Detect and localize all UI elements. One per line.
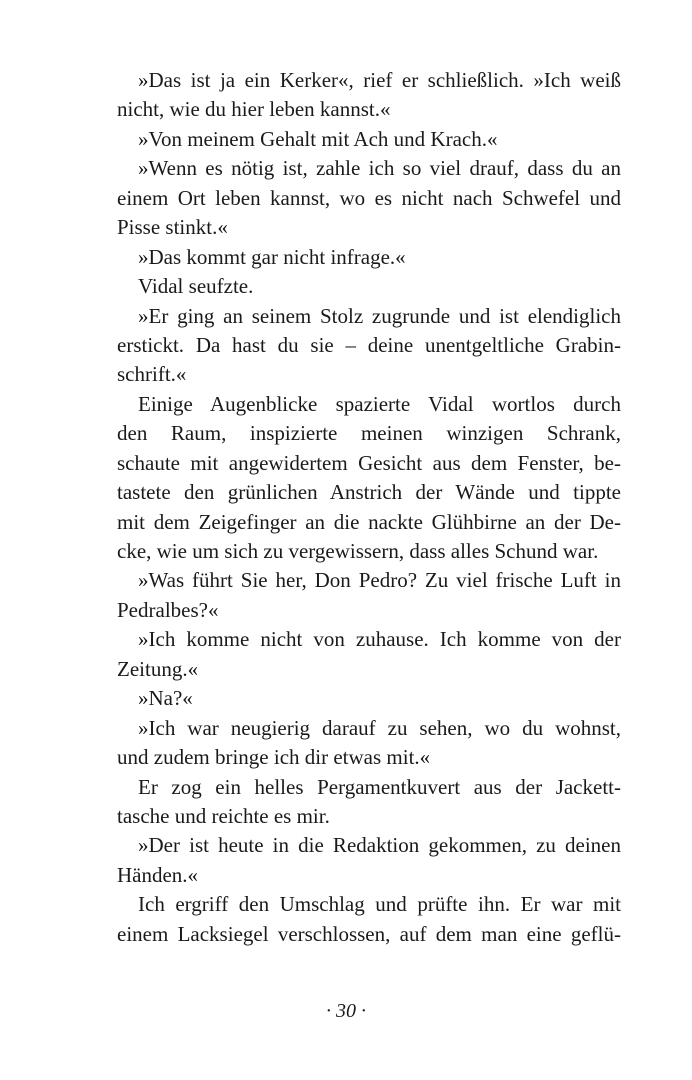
text-line: Pisse stinkt.«: [117, 215, 228, 240]
paragraph: [117, 566, 621, 625]
paragraph: [117, 390, 621, 567]
paragraph: [117, 272, 621, 301]
text-line: »Ich komme nicht von zuhause. Ich komme von der: [138, 627, 621, 652]
text-line: Ich ergriff den Umschlag und prüfte ihn. Er war mit: [138, 892, 621, 917]
text-line: und zudem bringe ich dir etwas mit.«: [117, 745, 431, 770]
text-line: »Das ist ja ein Kerker«, rief er schließlich. »Ich weiß: [138, 68, 621, 92]
text-line: Er zog ein helles Pergamentkuvert aus der Jackett-: [138, 774, 621, 799]
paragraph: [117, 125, 621, 154]
text-line: nicht, wie du hier leben kannst.«: [117, 97, 391, 122]
text-line: »Was führt Sie her, Don Pedro? Zu viel frische Luft in: [138, 568, 621, 593]
paragraph: [117, 831, 621, 890]
text-line: »Von meinem Gehalt mit Ach und Krach.«: [138, 126, 498, 151]
text-line: »Wenn es nötig ist, zahle ich so viel drauf, dass du an: [138, 156, 621, 181]
text-line: erstickt. Da hast du sie – deine unentgeltliche Grabin-: [117, 332, 621, 357]
text-line: »Der ist heute in die Redaktion gekommen, zu deinen: [138, 833, 621, 858]
text-line: cke, wie um sich zu vergewissern, dass alles Schund war.: [117, 539, 599, 563]
text-line: »Na?«: [138, 686, 193, 711]
page-number: · 30 ·: [326, 1000, 366, 1022]
text-line: »Das kommt gar nicht infrage.«: [138, 244, 406, 269]
book-page-text: [117, 66, 621, 949]
paragraph: [117, 625, 621, 684]
text-line: mit dem Zeigefinger an die nackte Glühbirne an der De-: [117, 509, 621, 534]
text-line: schaute mit angewidertem Gesicht aus dem Fenster, be-: [117, 450, 621, 475]
text-line: Vidal seufzte.: [138, 274, 254, 299]
text-line: Händen.«: [117, 862, 199, 887]
text-line: Zeitung.«: [117, 656, 199, 681]
text-line: Pedralbes?«: [117, 597, 219, 622]
text-line: einem Lacksiegel verschlossen, auf dem man eine geflü-: [117, 921, 621, 946]
paragraph: [117, 243, 621, 272]
paragraph: [117, 773, 621, 832]
text-line: den Raum, inspizierte meinen winzigen Schrank,: [117, 421, 621, 446]
paragraph: [117, 890, 621, 949]
paragraph: [117, 154, 621, 242]
paragraph: [117, 302, 621, 390]
paragraph: [117, 66, 621, 125]
paragraph: [117, 714, 621, 773]
text-line: tastete den grünlichen Anstrich der Wände und tippte: [117, 480, 621, 505]
text-line: tasche und reichte es mir.: [117, 803, 330, 828]
text-line: »Er ging an seinem Stolz zugrunde und ist elendiglich: [138, 303, 621, 328]
text-line: einem Ort leben kannst, wo es nicht nach Schwefel und: [117, 185, 621, 210]
text-line: Einige Augenblicke spazierte Vidal wortlos durch: [138, 391, 621, 416]
text-line: schrift.«: [117, 362, 187, 387]
text-line: »Ich war neugierig darauf zu sehen, wo du wohnst,: [138, 715, 621, 740]
paragraph: [117, 684, 621, 713]
